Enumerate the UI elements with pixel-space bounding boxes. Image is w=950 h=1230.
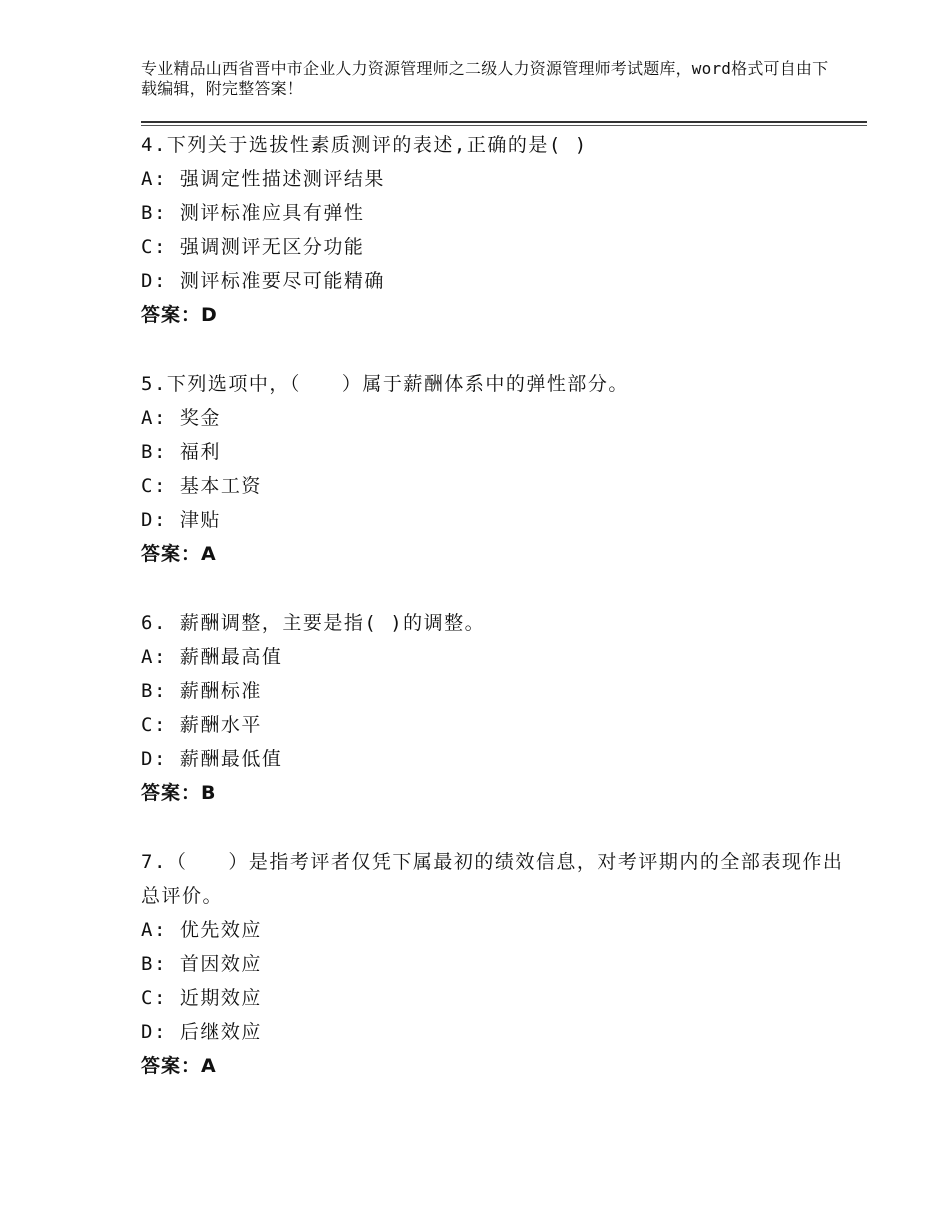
question-stem: 5.下列选项中，（ ）属于薪酬体系中的弹性部分。 [141, 373, 629, 395]
option-d: D: 测评标准要尽可能精确 [141, 270, 385, 292]
question-stem: 7.（ ）是指考评者仅凭下属最初的绩效信息，对考评期内的全部表现作出总评价。 [141, 851, 844, 907]
question-5 [141, 367, 851, 571]
header-rule-thin [141, 125, 867, 126]
option-c: C: 近期效应 [141, 987, 262, 1009]
option-c: C: 强调测评无区分功能 [141, 236, 365, 258]
document-header: 专业精品山西省晋中市企业人力资源管理师之二级人力资源管理师考试题库，word格式可自由下载编辑，附完整答案！ [141, 59, 829, 98]
answer-label: 答案：D [141, 304, 218, 326]
answer-label: 答案：B [141, 782, 217, 804]
option-a: A: 优先效应 [141, 919, 262, 941]
answer-label: 答案：A [141, 543, 217, 565]
question-stem: 4.下列关于选拔性素质测评的表述,正确的是( ) [141, 134, 588, 156]
question-7 [141, 845, 851, 1083]
option-a: A: 薪酬最高值 [141, 646, 283, 668]
answer-label: 答案：A [141, 1055, 217, 1077]
option-b: B: 首因效应 [141, 953, 262, 975]
option-b: B: 测评标准应具有弹性 [141, 202, 365, 224]
question-4 [141, 128, 851, 332]
option-b: B: 薪酬标准 [141, 680, 262, 702]
question-stem: 6. 薪酬调整，主要是指( )的调整。 [141, 612, 486, 634]
option-d: D: 后继效应 [141, 1021, 262, 1043]
option-a: A: 强调定性描述测评结果 [141, 168, 385, 190]
question-list [141, 128, 851, 1118]
option-b: B: 福利 [141, 441, 221, 463]
option-d: D: 津贴 [141, 509, 221, 531]
option-c: C: 基本工资 [141, 475, 262, 497]
question-6 [141, 606, 851, 810]
option-c: C: 薪酬水平 [141, 714, 262, 736]
option-a: A: 奖金 [141, 407, 221, 429]
option-d: D: 薪酬最低值 [141, 748, 283, 770]
header-rule-thick [141, 121, 867, 123]
